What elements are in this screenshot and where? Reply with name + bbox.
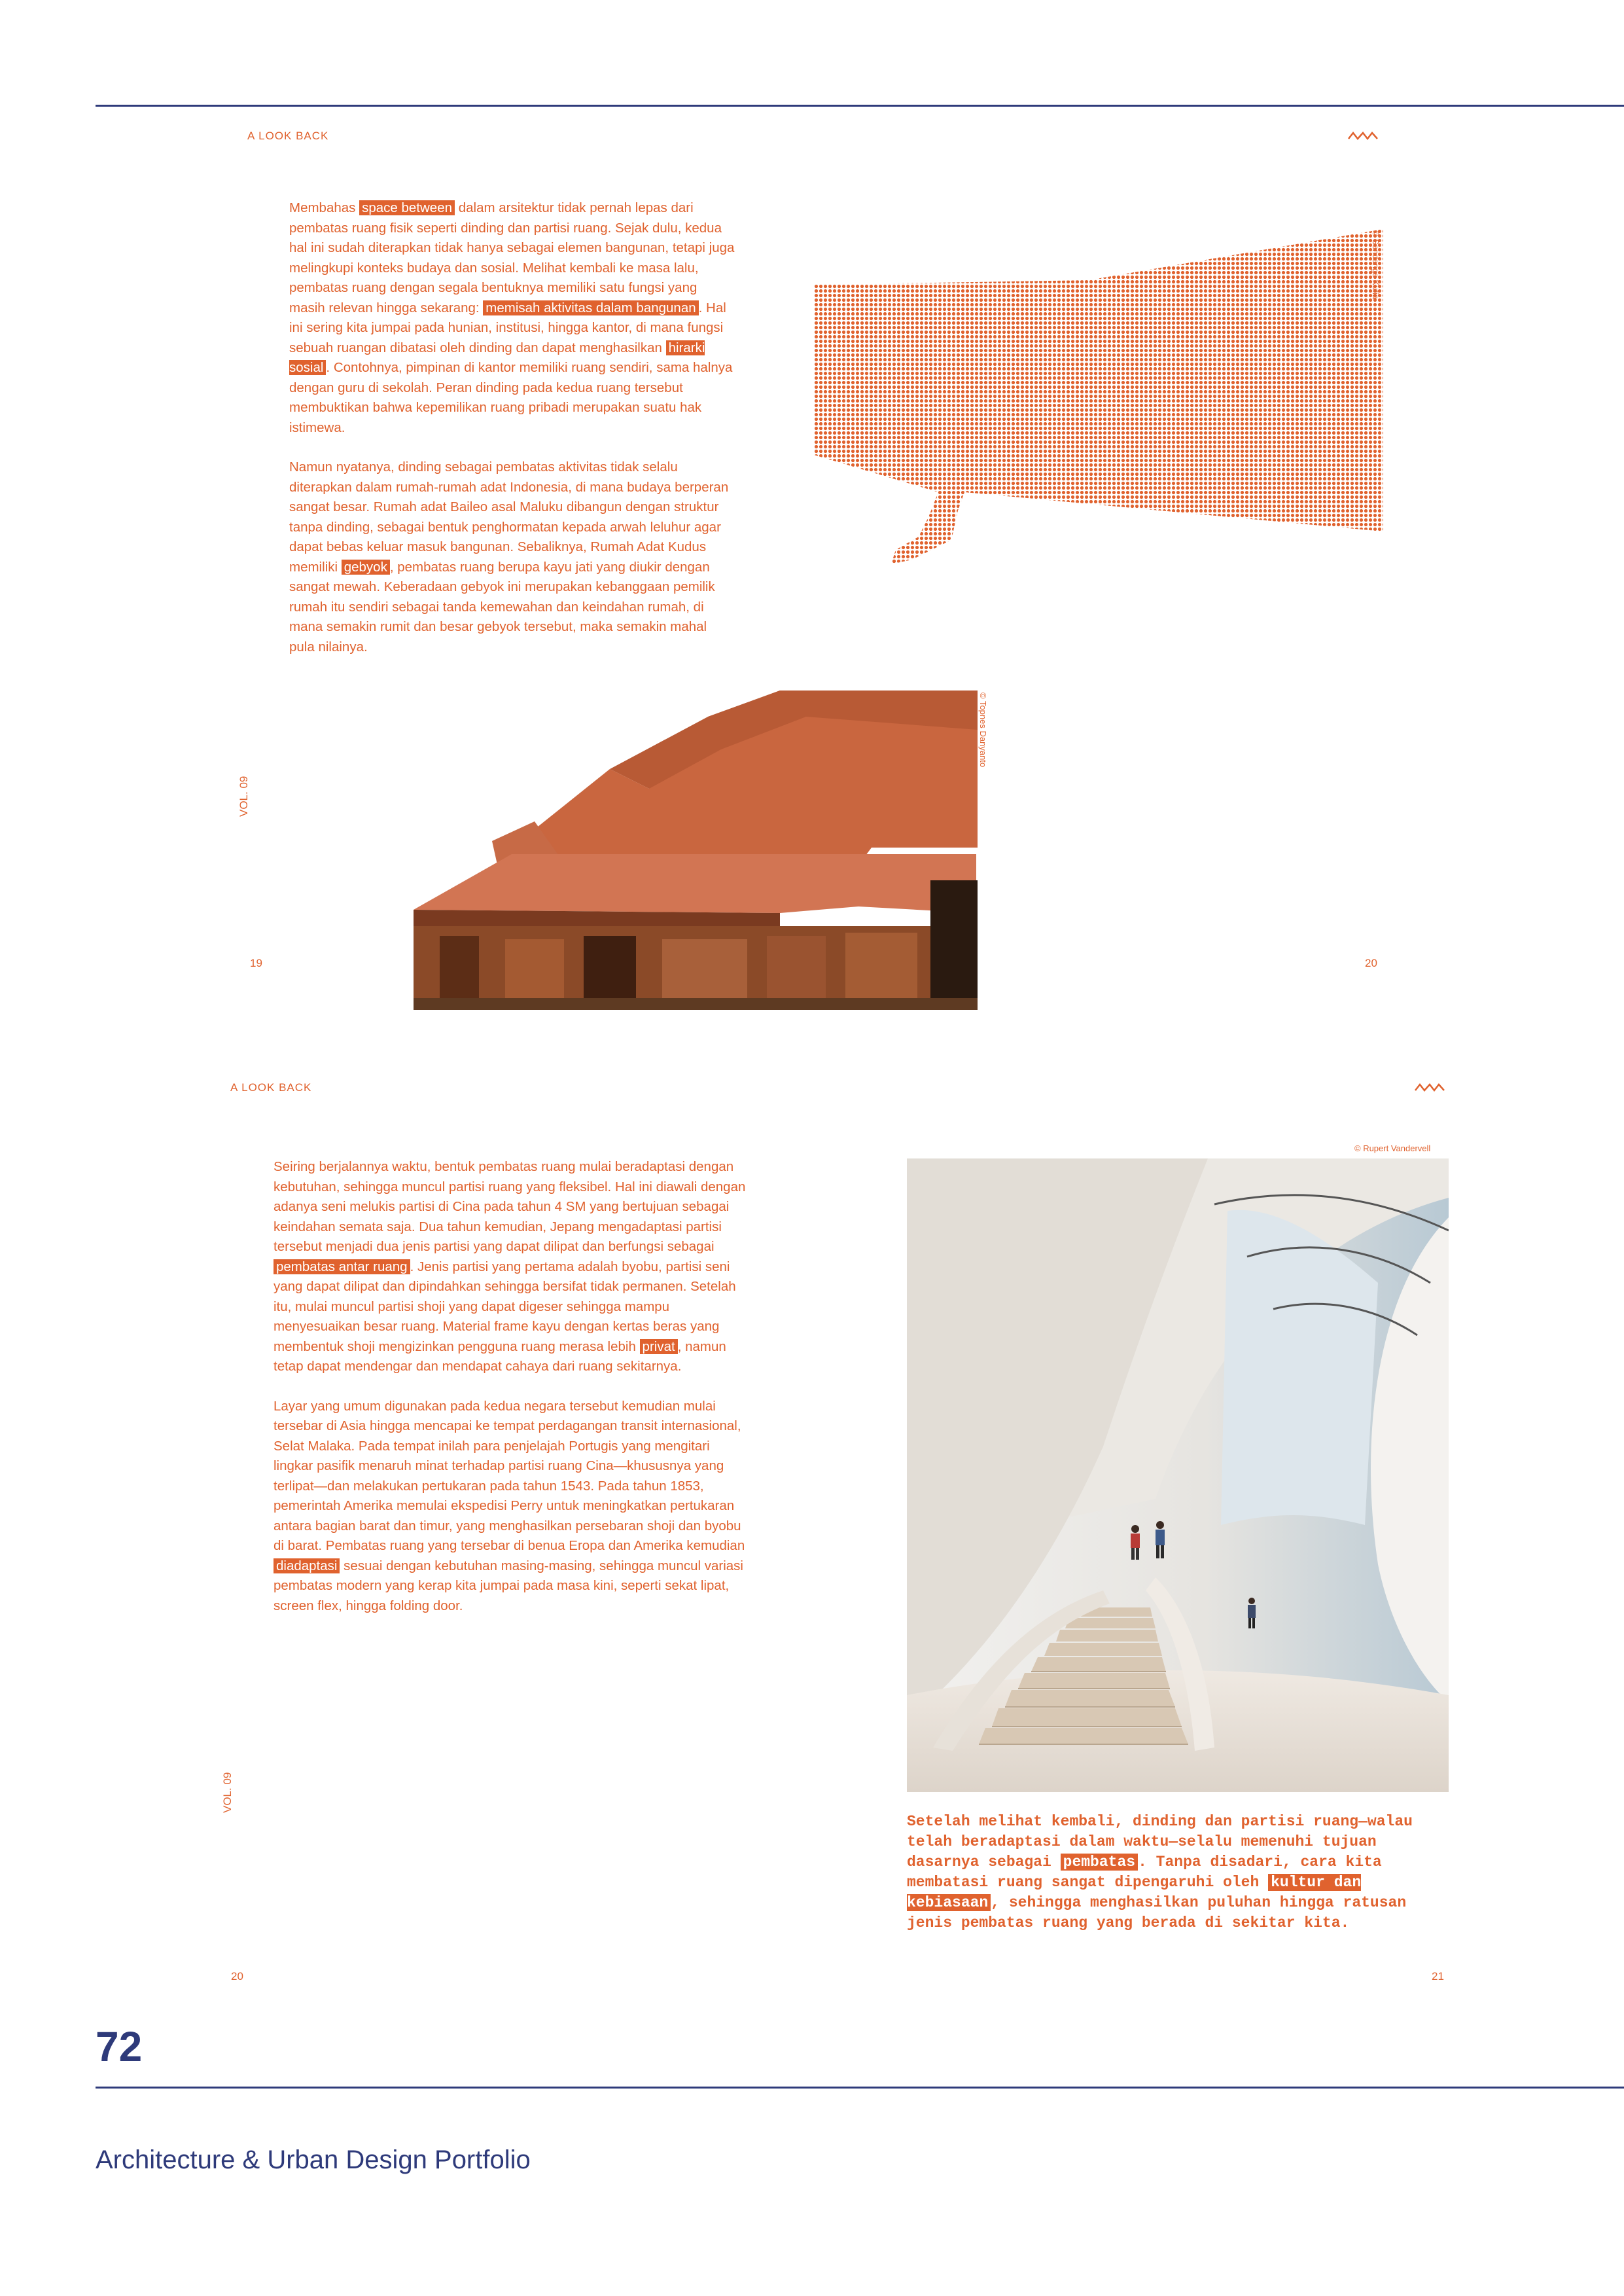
- spread2-text: [274, 1157, 751, 1636]
- highlighted-term: hirarki sosial: [289, 340, 705, 375]
- zigzag-icon: [1348, 131, 1378, 141]
- text-run: . Tanpa disadari, cara kita membatasi ruang sangat dipengaruhi oleh: [907, 1854, 1382, 1891]
- text-run: , pembatas ruang berupa kayu jati yang diukir dengan sangat mewah. Keberadaan gebyok ini merupakan kebanggaan pemilik rumah itu sendiri sebagai tanda kemewahan dan keindahan rumah, di mana semakin rumit dan besar gebyok tersebut, maka semakin mahal pula nilainya.: [289, 559, 715, 655]
- spread1-header: A LOOK BACK: [247, 130, 329, 142]
- highlighted-term: privat: [640, 1339, 678, 1354]
- text-run: dalam arsitektur tidak pernah lepas dari pembatas ruang fisik seperti dinding dan partisi ruang. Sejak dulu, kedua hal ini sudah diterapkan tidak hanya sebagai elemen bangunan, tetapi juga melingkupi konteks budaya dan sosial. Melihat kembali ke masa lalu, pembatas ruang dengan segala bentuknya memiliki satu fungsi yang masih relevan hingga sekarang:: [289, 200, 735, 315]
- text-run: Setelah melihat kembali, dinding dan partisi ruang—walau telah beradaptasi dalam waktu—selalu memenuhi tujuan dasarnya sebagai: [907, 1813, 1413, 1871]
- halftone-gebyok-graphic: [814, 229, 1383, 569]
- text-run: Namun nyatanya, dinding sebagai pembatas aktivitas tidak selalu diterapkan dalam rumah-rumah adat Indonesia, di mana budaya berperan sangat besar. Rumah adat Baileo asal Maluku dibangun dengan struktur tanpa dinding, sebagai bentuk penghormatan kepada arwah leluhur agar dapat bebas keluar masuk bangunan. Sebaliknya, Rumah Adat Kudus memiliki: [289, 459, 729, 575]
- highlighted-term: pembatas antar ruang: [274, 1259, 410, 1274]
- text-run: Layar yang umum digunakan pada kedua negara tersebut kemudian mulai tersebar di Asia hingga mencapai ke tempat perdagangan transit internasional, Selat Malaka. Pada tempat inilah para penjelajah Portugis yang mengitari lingkar pasifik menaruh minat terhadap partisi ruang Cina—khususnya yang terlipat—dan melakukan pertukaran pada tahun 1543. Pada tahun 1853, pemerintah Amerika memulai ekspedisi Perry untuk meningkatkan pertukaran antara bagian barat dan timur, yang menghasilkan persebaran shoji dan byobu di barat. Pembatas ruang yang tersebar di benua Eropa dan Amerika kemudian: [274, 1398, 745, 1553]
- spread1-page-left: 19: [250, 957, 262, 969]
- spread2-vol: VOL. 09: [221, 1772, 234, 1813]
- spread2-header: A LOOK BACK: [230, 1081, 312, 1094]
- highlighted-term: memisah aktivitas dalam bangunan: [483, 300, 698, 315]
- spread1-vol: VOL. 09: [238, 776, 250, 817]
- highlighted-term: pembatas: [1061, 1854, 1138, 1871]
- text-run: Membahas: [289, 200, 360, 215]
- curved-staircase-photo: [907, 1158, 1449, 1792]
- highlighted-term: space between: [359, 200, 455, 215]
- spread2-caption: [907, 1812, 1456, 1933]
- highlighted-term: kultur dan kebiasaan: [907, 1874, 1362, 1911]
- rumah-kudus-photo: [414, 691, 978, 1010]
- spread2-page-left: 20: [231, 1970, 243, 1982]
- footer-title: Architecture & Urban Design Portfolio: [96, 2145, 531, 2174]
- text-run: , namun tetap dapat mendengar dan mendapat cahaya dari ruang sekitarnya.: [274, 1338, 726, 1374]
- spread1-paragraph-2: [289, 457, 735, 657]
- text-run: . Hal ini sering kita jumpai pada hunian, institusi, hingga kantor, di mana fungsi sebuah ruangan dibatasi oleh dinding dan dapat menghasilkan: [289, 300, 726, 355]
- text-run: . Jenis partisi yang pertama adalah byobu, partisi seni yang dapat dilipat dan dipindahkan sehingga bersifat tidak permanen. Setelah itu, mulai muncul partisi shoji yang dapat digeser sehingga mampu menyesuaikan besar ruang. Material frame kayu dengan kertas beras yang membentuk shoji mengizinkan pengguna ruang merasa lebih: [274, 1259, 736, 1354]
- spread2-page-right: 21: [1432, 1970, 1444, 1982]
- text-run: , sehingga menghasilkan puluhan hingga ratusan jenis pembatas ruang yang berada di sekitar kita.: [907, 1894, 1407, 1931]
- spread1-credit-photo: © Topnes Danyanto: [978, 692, 988, 768]
- text-run: . Contohnya, pimpinan di kantor memiliki ruang sendiri, sama halnya dengan guru di sekolah. Peran dinding pada kedua ruang tersebut membuktikan bahwa kepemilikan ruang pribadi merupakan suatu hak istimewa.: [289, 360, 733, 435]
- highlighted-term: diadaptasi: [274, 1558, 340, 1573]
- spread2-paragraph-1: [274, 1157, 751, 1377]
- spread1-text: [289, 198, 735, 677]
- spread1-paragraph-1: [289, 198, 735, 438]
- spread1-page-right: 20: [1365, 957, 1377, 969]
- spread1-credit-top: © Sendangs Kufia: [1371, 230, 1381, 299]
- footer-rule: [96, 2087, 1624, 2089]
- page-number: 72: [96, 2023, 143, 2070]
- zigzag-icon: [1415, 1083, 1445, 1093]
- spread2-credit: © Rupert Vandervell: [1354, 1143, 1431, 1153]
- text-run: sesuai dengan kebutuhan masing-masing, sehingga muncul variasi pembatas modern yang kerap kita jumpai pada masa kini, seperti sekat lipat, screen flex, hingga folding door.: [274, 1558, 743, 1613]
- highlighted-term: gebyok: [342, 560, 390, 575]
- spread2-paragraph-2: [274, 1397, 751, 1617]
- text-run: Seiring berjalannya waktu, bentuk pembatas ruang mulai beradaptasi dengan kebutuhan, sehingga muncul partisi ruang yang fleksibel. Hal ini diawali dengan adanya seni melukis partisi di Cina pada tahun 4 SM yang bertujuan sebagai keindahan semata saja. Dua tahun kemudian, Jepang mengadaptasi partisi tersebut menjadi dua jenis partisi yang dapat dilipat dan berfungsi sebagai: [274, 1159, 746, 1254]
- top-rule: [96, 105, 1624, 107]
